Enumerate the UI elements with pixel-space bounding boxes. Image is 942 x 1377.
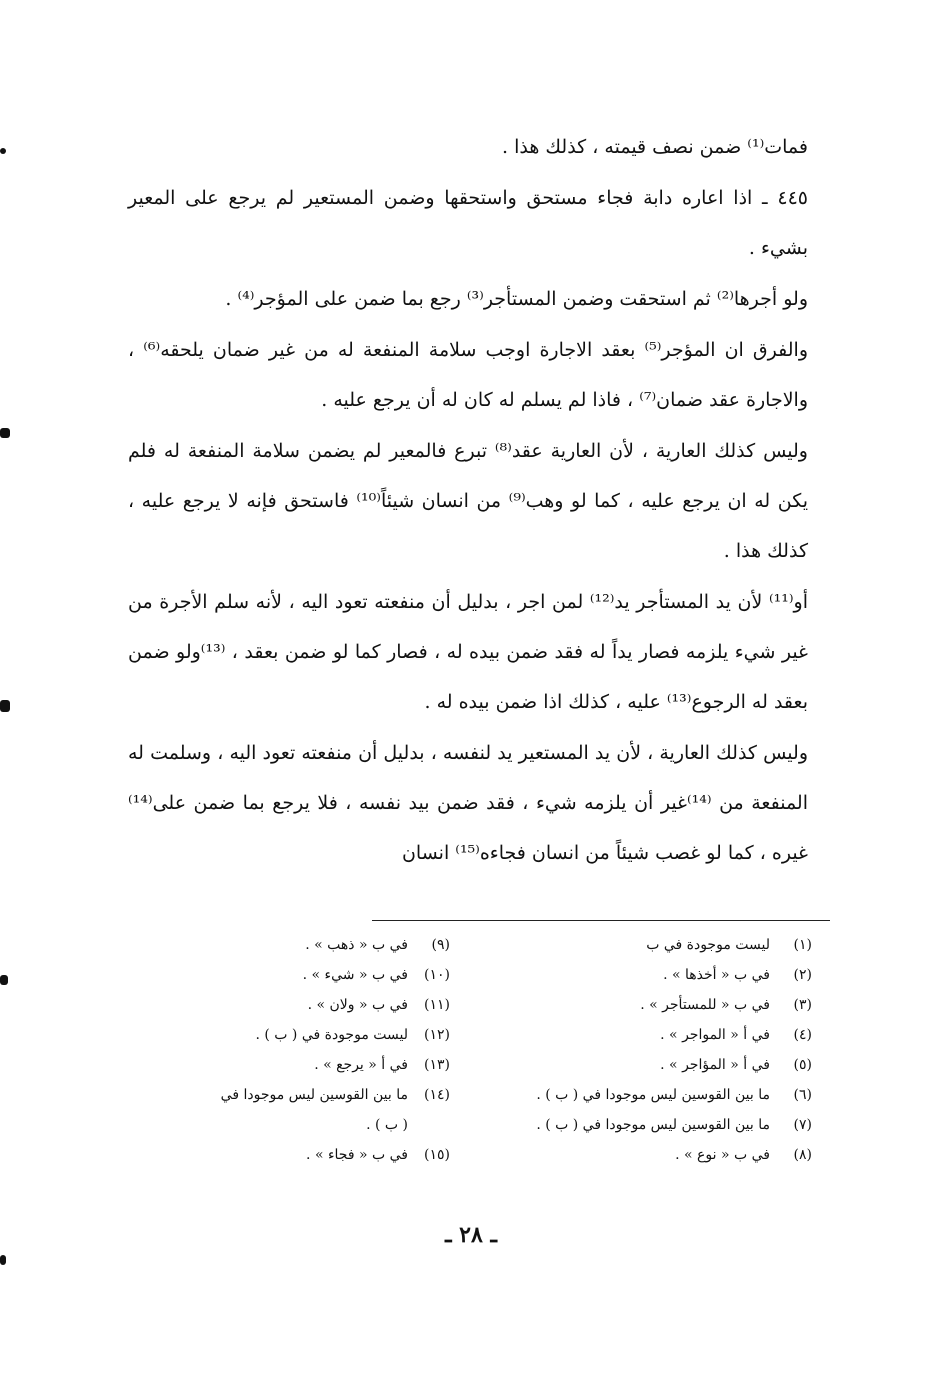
footnote xyxy=(496,990,812,1020)
footnote-number: (١٣) xyxy=(424,1057,450,1073)
footnote xyxy=(496,1140,812,1170)
footnote-number: (١) xyxy=(793,937,812,953)
footnote-text: في أ « يرجع » . xyxy=(314,1057,408,1073)
footnote-number: (١٥) xyxy=(424,1147,450,1163)
paragraph: وليس كذلك العارية ، لأن العارية عقد⁽⁸⁾ تبرع فالمعير لم يضمن سلامة المنفعة له فلم يكن له ان يرجع عليه ، كما لو وهب⁽⁹⁾ من انسان شيئاً⁽¹⁰⁾ فاستحق فإنه لا يرجع عليه ، كذلك هذا . xyxy=(128,440,808,562)
footnote-text: في ب « نوع » . xyxy=(675,1147,770,1163)
footnote-text: ما بين القوسين ليس موجودا في xyxy=(220,1087,408,1103)
footnotes-right-column xyxy=(496,930,812,1170)
scan-mark xyxy=(0,148,6,154)
page-number: ـ ٢٨ ـ xyxy=(445,1222,497,1248)
footnote-number: (٣) xyxy=(793,997,812,1013)
main-text xyxy=(128,122,808,878)
footnote-text: في ب « أخذها » . xyxy=(663,967,770,983)
footnote xyxy=(496,930,812,960)
footnote xyxy=(128,930,450,960)
footnote-text: في ب « ذهب » . xyxy=(305,937,408,953)
footnote-number: (٧) xyxy=(793,1117,812,1133)
footnote xyxy=(128,1050,450,1080)
footnote-number: (٢) xyxy=(793,967,812,983)
footnote xyxy=(496,1080,812,1110)
scan-mark xyxy=(0,1255,6,1265)
paragraph: والفرق ان المؤجر⁽⁵⁾ بعقد الاجارة اوجب سلامة المنفعة له من غير ضمان يلحقه⁽⁶⁾ ، والاجارة عقد ضمان⁽⁷⁾ ، فاذا لم يسلم له كان له أن يرجع عليه . xyxy=(128,339,809,411)
footnote-text: ( ب ) . xyxy=(366,1117,408,1133)
footnote-number: (٦) xyxy=(793,1087,812,1103)
footnote xyxy=(128,1140,450,1170)
paragraph: وليس كذلك العارية ، لأن يد المستعير يد لنفسه ، بدليل أن منفعته تعود اليه ، وسلمت له المنفعة من ⁽¹⁴⁾غير أن يلزمه شيء ، فقد ضمن بيد نفسه ، فلا يرجع بما ضمن على⁽¹⁴⁾ غيره ، كما لو غصب شيئاً من انسان فجاءه⁽¹⁵⁾ انسان xyxy=(128,742,808,864)
scan-mark xyxy=(0,428,10,438)
paragraph: فمات⁽¹⁾ ضمن نصف قيمته ، كذلك هذا . xyxy=(502,136,808,158)
footnote-text: ليست موجودة في ب xyxy=(646,937,770,953)
footnote xyxy=(128,1020,450,1050)
footnote-text: في أ « المواجر » . xyxy=(660,1027,770,1043)
footnote xyxy=(128,960,450,990)
footnote xyxy=(496,1050,812,1080)
footnote xyxy=(496,960,812,990)
footnote-text: في ب « للمستأجر » . xyxy=(640,997,770,1013)
footnote-text: ما بين القوسين ليس موجودا في ( ب ) . xyxy=(536,1117,770,1133)
footnote-text: ما بين القوسين ليس موجودا في ( ب ) . xyxy=(536,1087,770,1103)
footnote-text: في ب « شيء » . xyxy=(302,967,408,983)
footnote-number: (١٠) xyxy=(424,967,450,983)
footnote-number: (٩) xyxy=(431,937,450,953)
footnote-text: في ب « ولان » . xyxy=(307,997,408,1013)
footnote-text: في ب « فجاء » . xyxy=(306,1147,408,1163)
footnote-number: (١٢) xyxy=(424,1027,450,1043)
footnote-separator xyxy=(372,920,830,921)
scan-mark xyxy=(0,700,10,712)
footnote-text: في أ « المؤاجر » . xyxy=(660,1057,770,1073)
footnote xyxy=(496,1020,812,1050)
footnote xyxy=(128,1080,450,1110)
footnote-number: (٤) xyxy=(793,1027,812,1043)
footnote xyxy=(128,990,450,1020)
footnote-continuation xyxy=(128,1110,450,1140)
footnote-number: (١١) xyxy=(424,997,450,1013)
footnote-number: (٨) xyxy=(793,1147,812,1163)
paragraph: ٤٤٥ ـ اذا اعاره دابة فجاء مستحق واستحقها وضمن المستعير لم يرجع على المعير بشيء . xyxy=(128,187,808,259)
footnote-text: ليست موجودة في ( ب ) . xyxy=(255,1027,408,1043)
paragraph: أو⁽¹¹⁾ لأن يد المستأجر يد⁽¹²⁾ لمن اجر ، بدليل أن منفعته تعود اليه ، لأنه سلم الأجرة من غير شيء يلزمه فصار يداً له فقد ضمن بيده له ، فصار كما لو ضمن بعقد ، ⁽¹³⁾ولو ضمن بعقد له الرجوع⁽¹³⁾ عليه ، كذلك اذا ضمن بيده له . xyxy=(128,591,808,713)
footnote-number: (٥) xyxy=(793,1057,812,1073)
footnote xyxy=(496,1110,812,1140)
footnotes-left-column xyxy=(128,930,450,1170)
paragraph: ولو أجرها⁽²⁾ ثم استحقت وضمن المستأجر⁽³⁾ رجع بما ضمن على المؤجر⁽⁴⁾ . xyxy=(225,288,808,310)
scan-mark xyxy=(0,975,8,985)
footnote-number: (١٤) xyxy=(424,1087,450,1103)
